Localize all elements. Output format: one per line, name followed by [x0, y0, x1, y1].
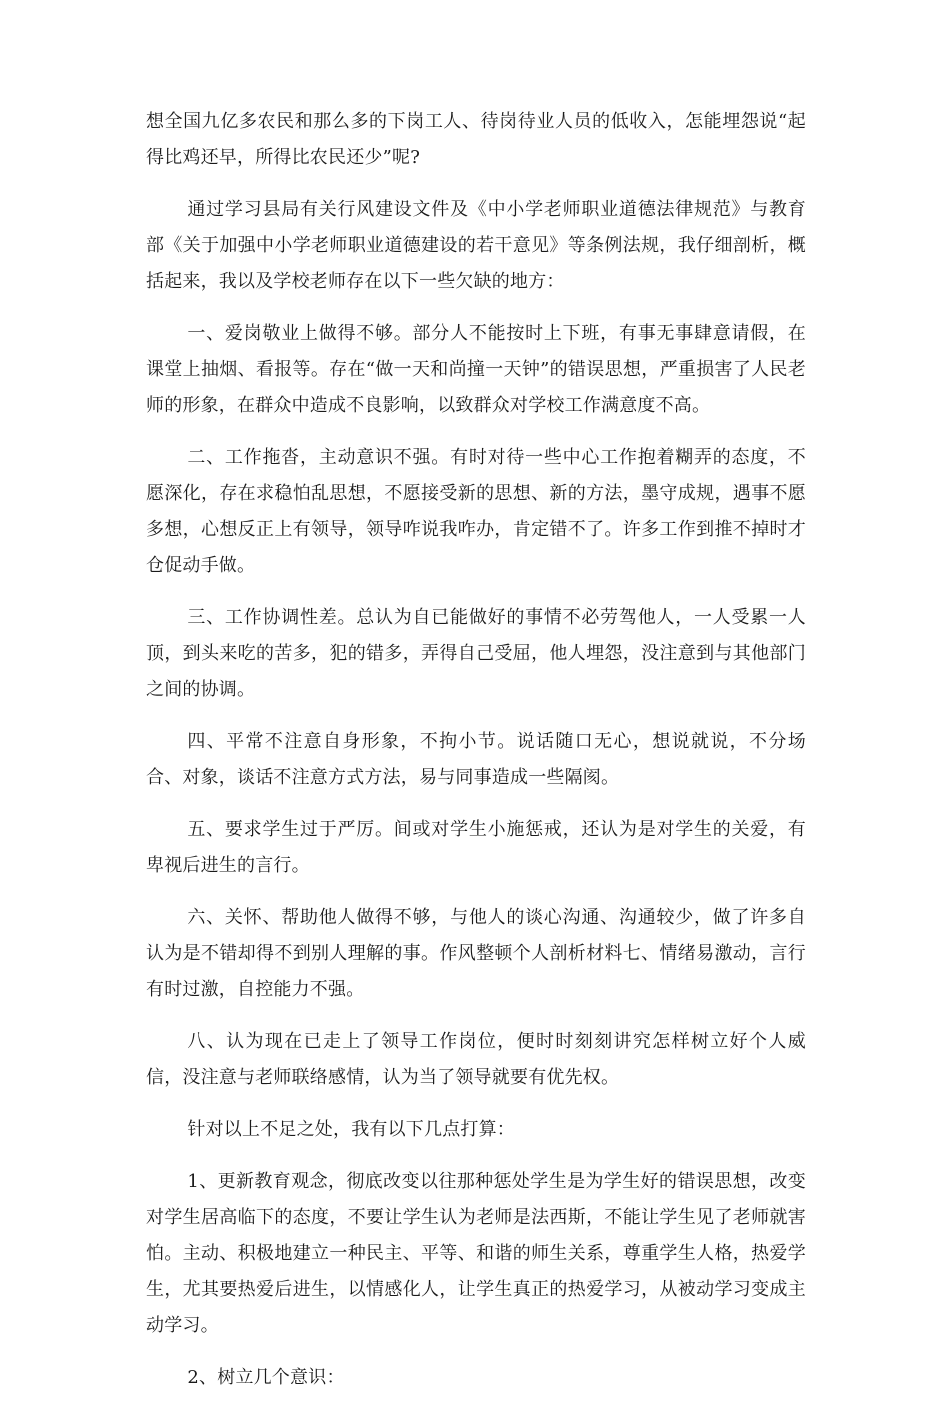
paragraph-10: 针对以上不足之处，我有以下几点打算： — [187, 1119, 515, 1140]
paragraph-7: 五、要求学生过于严厉。间或对学生小施惩戒，还认为是对学生的关爱，有卑视后进生的言行。 — [146, 819, 806, 876]
paragraph-9: 八、认为现在已走上了领导工作岗位，便时时刻刻讲究怎样树立好个人威信，没注意与老师联络感情，认为当了领导就要有优先权。 — [146, 1031, 806, 1088]
paragraph-5: 三、工作协调性差。总认为自已能做好的事情不必劳驾他人，一人受累一人顶，到头来吃的苦多，犯的错多，弄得自己受屈，他人埋怨，没注意到与其他部门之间的协调。 — [146, 607, 806, 700]
paragraph-4: 二、工作拖沓，主动意识不强。有时对待一些中心工作抱着糊弄的态度，不愿深化，存在求稳怕乱思想，不愿接受新的思想、新的方法，墨守成规，遇事不愿多想，心想反正上有领导，领导咋说我咋办，肯定错不了。许多工作到推不掉时才仓促动手做。 — [146, 447, 806, 576]
document-page — [146, 104, 806, 1412]
paragraph-6: 四、平常不注意自身形象，不拘小节。说话随口无心，想说就说，不分场合、对象，谈话不注意方式方法，易与同事造成一些隔阂。 — [146, 731, 806, 788]
paragraph-8: 六、关怀、帮助他人做得不够，与他人的谈心沟通、沟通较少，做了许多自认为是不错却得不到别人理解的事。作风整顿个人剖析材料七、情绪易激动，言行有时过激，自控能力不强。 — [146, 907, 806, 1000]
paragraph-2: 通过学习县局有关行风建设文件及《中小学老师职业道德法律规范》与教育部《关于加强中小学老师职业道德建设的若干意见》等条例法规，我仔细剖析，概括起来，我以及学校老师存在以下一些欠缺的地方： — [146, 199, 806, 292]
paragraph-11: 1、更新教育观念，彻底改变以往那种惩处学生是为学生好的错误思想，改变对学生居高临下的态度，不要让学生认为老师是法西斯，不能让学生见了老师就害怕。主动、积极地建立一种民主、平等、和谐的师生关系，尊重学生人格，热爱学生，尤其要热爱后进生，以情感化人，让学生真正的热爱学习，从被动学习变成主动学习。 — [146, 1171, 806, 1336]
paragraph-12: 2、树立几个意识： — [187, 1367, 345, 1388]
paragraph-3: 一、爱岗敬业上做得不够。部分人不能按时上下班，有事无事肆意请假，在课堂上抽烟、看报等。存在“做一天和尚撞一天钟”的错误思想，严重损害了人民老师的形象，在群众中造成不良影响，以致群众对学校工作满意度不高。 — [146, 323, 806, 416]
paragraph-1: 想全国九亿多农民和那么多的下岗工人、待岗待业人员的低收入，怎能埋怨说“起得比鸡还早，所得比农民还少”呢? — [146, 111, 806, 168]
